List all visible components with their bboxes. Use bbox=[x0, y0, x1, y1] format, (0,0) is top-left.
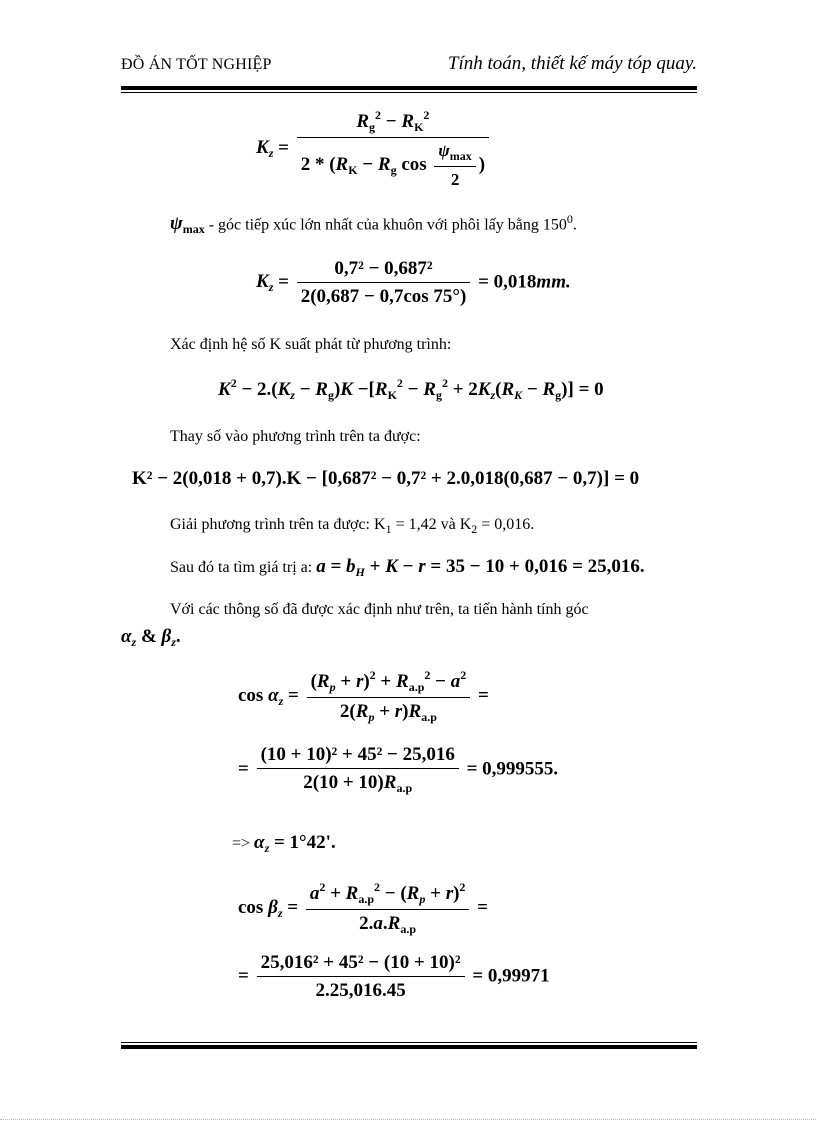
cos-beta-formula: $\cos \beta_z$ = $\frac{a^2 + R_{a.p}^2 - (R_p + r)^2}{2.a.R_{a.p}}$ = bbox=[238, 880, 488, 936]
para-k-equation: Xác định hệ số K suất phát từ phương trình: bbox=[170, 336, 452, 353]
alpha-result: => $\alpha_z = 1^\circ 42'$. bbox=[232, 832, 336, 855]
solution-text: Giải phương trình trên ta được: $K_1 = 1,42$ và $K_2 = 0,016$. bbox=[170, 516, 535, 537]
substituted-equation: K² − 2(0,018 + 0,7).K − [0,687² − 0,7² + 2.0,018(0,687 − 0,7)] = 0 bbox=[132, 468, 640, 489]
cos-alpha-numeric: = $\frac{\text{(10 + 10)² + 45² − 25,016}}{2(10 + 10)R_{a.p}}$ = 0,999555. bbox=[238, 744, 559, 795]
page-bottom-dotted-line bbox=[0, 1119, 816, 1120]
header-right-title: Tính toán, thiết kế máy tóp quay. bbox=[447, 53, 697, 74]
angle-paragraph: Với các thông số đã được xác định như trên, ta tiến hành tính góc bbox=[170, 601, 589, 618]
page-header bbox=[121, 52, 697, 82]
psi-max-note: $\psi_{max}$ - góc tiếp xúc lớn nhất của khuôn với phôi lấy bằng $150^0$. bbox=[170, 212, 577, 237]
k-quadratic-equation: $K^2 - 2.(K_z - R_g)K -[R_K^2 - R_g^2 + 2K_z(R_K - R_g)] = 0$ bbox=[218, 376, 604, 402]
kz-numeric-formula: $K_z$ = $\frac{\text{0,7² − 0,687²}}{2(0,687 - 0,7\cos 75^\circ)}$ = 0,018mm. bbox=[256, 258, 571, 307]
footer-rule bbox=[121, 1042, 697, 1049]
alpha-beta-symbols: $\alpha_z$ & $\beta_z$. bbox=[121, 626, 181, 649]
kz-formula: $K_z$ = $R_g^2 - R_K^2$ $2 * (R_K - R_g$ cos $\frac{\psi_{max}}{2}$ ) bbox=[256, 108, 492, 190]
para-substitution: Thay số vào phương trình trên ta được: bbox=[170, 428, 421, 445]
header-left-title: ĐỒ ÁN TỐT NGHIỆP bbox=[121, 56, 272, 73]
cos-alpha-formula: $\cos \alpha_z$ = $\frac{(R_p + r)^2 + R_{a.p}^2 - a^2}{2(R_p + r)R_{a.p}}$ = bbox=[238, 668, 489, 724]
header-rule bbox=[121, 86, 697, 93]
cos-beta-numeric: = $\frac{\text{25,016² + 45² − (10 + 10)²}}{2.25,016.45}$ = 0,99971 bbox=[238, 952, 550, 1001]
a-value-text: Sau đó ta tìm giá trị a: $a = b_H + K - r = 35 - 10 + 0,016 = 25,016$. bbox=[170, 556, 645, 579]
